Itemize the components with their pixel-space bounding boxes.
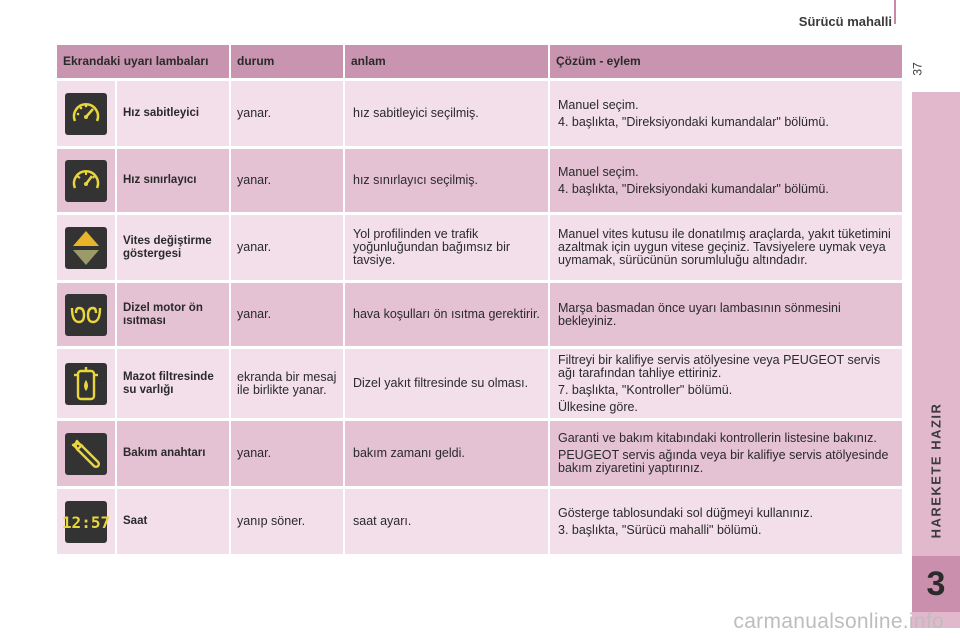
warning-light-name: Vites değiştirme göstergesi — [117, 215, 231, 280]
warning-light-name: Saat — [117, 489, 231, 554]
warning-light-action — [550, 81, 902, 146]
table-row — [57, 489, 902, 557]
warning-light-cell — [57, 149, 117, 212]
action-paragraph: 3. başlıkta, "Sürücü mahalli" bölümü. — [558, 522, 762, 537]
warning-light-action — [550, 421, 902, 486]
warning-light-cell — [57, 81, 117, 146]
warning-light-action — [550, 349, 902, 418]
action-paragraph: Manuel seçim. — [558, 97, 639, 112]
column-header-lights: Ekrandaki uyarı lambaları — [57, 45, 231, 78]
warning-light-state: yanar. — [231, 81, 345, 146]
action-paragraph: Gösterge tablosundaki sol düğmeyi kullanınız. — [558, 505, 814, 520]
chapter-number: 3 — [926, 564, 946, 603]
action-paragraph: Filtreyi bir kalifiye servis atölyesine veya PEUGEOT servis ağı tarafından tahliye ettiriniz. — [558, 352, 881, 380]
page-number: 37 — [910, 62, 925, 76]
warning-light-action — [550, 215, 902, 280]
column-header-state: durum — [231, 45, 345, 78]
table-row — [57, 349, 902, 421]
warning-light-state: yanar. — [231, 283, 345, 346]
warning-light-name: Mazot filtresinde su varlığı — [117, 349, 231, 418]
water-in-fuel-filter-icon — [65, 363, 107, 405]
warning-light-cell — [57, 421, 117, 486]
action-paragraph: 7. başlıkta, "Kontroller" bölümü. — [558, 382, 733, 397]
warning-light-meaning: Dizel yakıt filtresinde su olması. — [345, 349, 550, 418]
warning-light-name: Hız sabitleyici — [117, 81, 231, 146]
svg-text:12:57: 12:57 — [61, 512, 111, 532]
section-label — [926, 395, 946, 545]
warning-light-cell — [57, 489, 117, 554]
warning-light-name: Dizel motor ön ısıtması — [117, 283, 231, 346]
table-row — [57, 283, 902, 349]
action-paragraph: 4. başlıkta, "Direksiyondaki kumandalar" bölümü. — [558, 114, 829, 129]
service-wrench-icon — [65, 433, 107, 475]
action-paragraph: Garanti ve bakım kitabındaki kontrollerin listesine bakınız. — [558, 431, 877, 445]
warning-light-state: yanar. — [231, 215, 345, 280]
warning-light-action — [550, 489, 902, 554]
warning-light-name: Bakım anahtarı — [117, 421, 231, 486]
warning-light-meaning: hava koşulları ön ısıtma gerektirir. — [345, 283, 550, 346]
watermark: carmanualsonline.info — [733, 610, 944, 633]
section-side-tab — [912, 92, 960, 628]
clock-display-icon — [61, 501, 111, 543]
action-paragraph: Manuel vites kutusu ile donatılmış araçlarda, yakıt tüketimini azaltmak için uygun vitese geçiniz. Tavsiyelere uymak veya uymamak, sürücünün sorumluluğu altındadır. — [558, 227, 891, 267]
warning-lights-table — [57, 45, 902, 557]
warning-light-cell — [57, 349, 117, 418]
warning-light-meaning: bakım zamanı geldi. — [345, 421, 550, 486]
chapter-number-box — [912, 556, 960, 612]
column-header-meaning: anlam — [345, 45, 550, 78]
section-label-text: HAREKETE HAZIR — [928, 402, 944, 538]
warning-light-name: Hız sınırlayıcı — [117, 149, 231, 212]
table-row — [57, 149, 902, 215]
column-header-action: Çözüm - eylem — [556, 54, 641, 68]
page-header-title: Sürücü mahalli — [798, 14, 892, 29]
warning-light-action — [550, 149, 902, 212]
action-paragraph: Ülkesine göre. — [558, 399, 638, 414]
action-paragraph: 4. başlıkta, "Direksiyondaki kumandalar" bölümü. — [558, 181, 829, 196]
action-paragraph: PEUGEOT servis ağında veya bir kalifiye servis atölyesinde bakım ziyaretini yaptırınız. — [558, 448, 889, 475]
warning-light-state: yanar. — [231, 421, 345, 486]
table-header-row — [57, 45, 902, 81]
warning-light-state: yanar. — [231, 149, 345, 212]
warning-light-meaning: hız sınırlayıcı seçilmiş. — [345, 149, 550, 212]
action-paragraph: Manuel seçim. — [558, 164, 639, 179]
glow-plug-icon — [65, 294, 107, 336]
gear-shift-indicator-icon — [65, 227, 107, 269]
warning-light-state: yanıp söner. — [231, 489, 345, 554]
warning-light-meaning: hız sabitleyici seçilmiş. — [345, 81, 550, 146]
warning-light-cell — [57, 215, 117, 280]
warning-light-meaning: Yol profilinden ve trafik yoğunluğundan bağımsız bir tavsiye. — [345, 215, 550, 280]
cruise-control-icon — [65, 93, 107, 135]
warning-light-cell — [57, 283, 117, 346]
table-row — [57, 215, 902, 283]
table-row — [57, 81, 902, 149]
warning-light-action — [550, 283, 902, 346]
warning-light-meaning: saat ayarı. — [345, 489, 550, 554]
table-row — [57, 421, 902, 489]
warning-light-state: ekranda bir mesaj ile birlikte yanar. — [231, 349, 345, 418]
header-rule — [894, 0, 896, 24]
speed-limiter-icon — [65, 160, 107, 202]
action-paragraph: Marşa basmadan önce uyarı lambasının sönmesini bekleyiniz. — [558, 300, 841, 328]
